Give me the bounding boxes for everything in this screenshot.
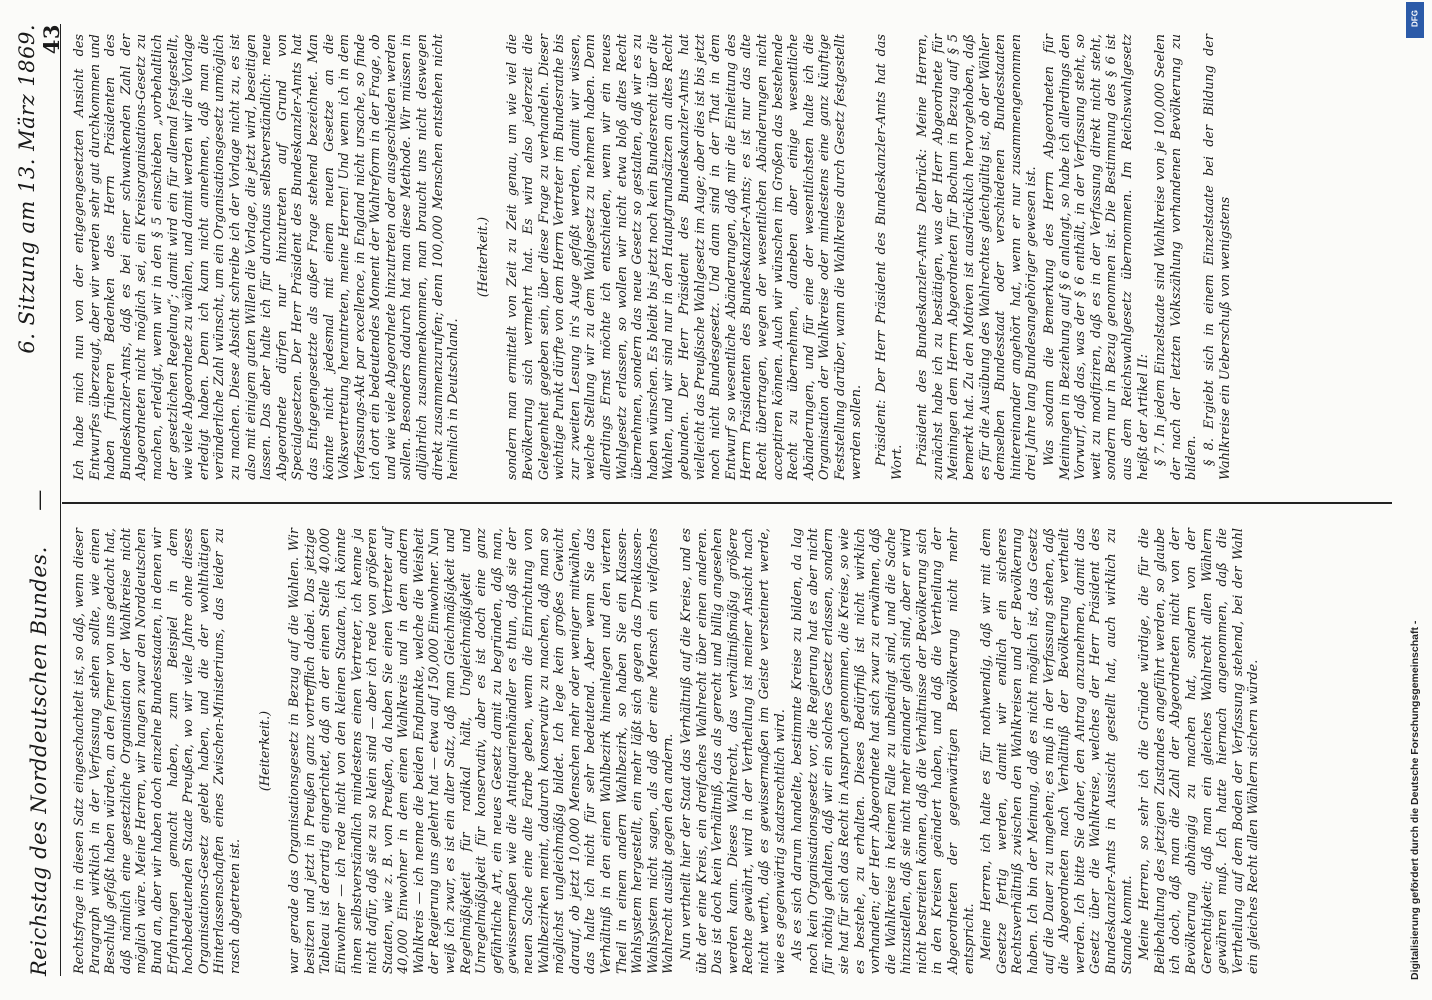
page-header xyxy=(14,24,64,976)
column-separator xyxy=(62,503,1392,505)
left-paragraph-5: Meine Herren, ich halte es für nothwendig, daß wir mit dem Gesetze fertig werden, damit wir endlich ein sicheres Rechtsverhältniß zwischen den Wahlkreisen und der Bevölkerung haben. Ich bin der Meinung, daß es nicht möglich ist, das Gesetz auf die Dauer zu umgehen; es muß in der Verfassung stehen, daß die Abgeordneten nach Verhältniß der Bevölkerung vertheilt werden. Ich bitte Sie daher, den Antrag anzunehmen, damit das Gesetz über die Wahlkreise, welches der Herr Präsident des Bundeskanzler-Amts in Aussicht gestellt hat, auch wirklich zu Stande kommt. xyxy=(979,528,1135,974)
left-paragraph-1: Rechtsfrage in diesen Satz eingeschachtelt ist, so daß, wenn dieser Paragraph wirklich in der Verfassung stehen sollte, wie einen Beschluß gefaßt haben würden, an den ferner von uns gedacht hat, daß nämlich eine gesetzliche Organisation der Wahlkreise nicht möglich wäre. Meine Herren, wir hangen zwar den Norddeutschen Bund an, aber wir haben doch einzelne Bundesstaaten, in denen wir Erfahrungen gemacht haben, zum Beispiel in dem hochbedeutenden Staate Preußen, wo wir viele Jahre ohne dieses Organisations-Gesetz gelebt haben, und die der wohlthätigen Hinterlassenschaften eines Zwischen-Ministeriums, das leider zu rasch abgetreten ist. xyxy=(72,528,243,974)
left-paragraph-4: Als es sich darum handelte, bestimmte Kreise zu bilden, da lag noch kein Organisationsgesetz vor, die Regierung hat es aber nicht für nöthig gehalten, daß wir ein solches Gesetz erlassen, sondern sie hat für sich das Recht in Anspruch genommen, die Kreise, so wie es bestehe, zu erhalten. Dieses Bedürfniß ist nicht wirklich vorhanden; der Herr Abgeordnete hat sich zwar zu erwähnen, daß die Wahlkreise in keinem Falle zu unbedingt sind, und die Sache hinzustellen, daß sie nicht mehr einander gleich sind, aber er wird nicht bestreiten können, daß die Verhältnisse der Bevölkerung sich in den Kreisen geändert haben, und daß die Vertheilung der Abgeordneten der gegenwärtigen Bevölkerung nicht mehr entspricht. xyxy=(790,528,977,974)
page-number: 43 xyxy=(38,24,64,55)
left-paragraph-3: Nun vertheilt hier der Staat das Verhältniß auf die Kreise, und es übt der eine Kreis, ein dreifaches Wahlrecht über einen anderen. Das ist doch kein Verhältniß, das als gerecht und billig angesehen werden kann. Dieses Wahlrecht, das verhältnißmäßig größere Rechte gewährt, wird in der Vertheilung ist meiner Ansicht nach nicht werth, daß es gewissermaßen im Geiste versteinert werde, wie es gegenwärtig staatsrechtlich wird. xyxy=(678,528,788,974)
funding-sidebar xyxy=(1404,40,1426,980)
left-column xyxy=(72,528,1264,974)
dfg-logo-text: DFG xyxy=(1410,10,1420,27)
interjection-laughter-2: (Heiterkeit.) xyxy=(475,216,491,298)
header-session-title xyxy=(15,24,64,475)
speaker-delbrueck: Präsident des Bundeskanzler-Amts Delbrück: Meine Herren, zunächst habe ich zu bestätigen, was der Herr Abgeordnete für Meiningen dem Herrn Abgeordneten für Bochum in Bezug auf § 5 bemerkt hat. Zu den Motiven ist ausdrücklich hervorgehoben, daß es für die Ausübung des Wahlrechtes gleichgültig ist, ob der Wähler demselben Bundesstaat oder verschiedenen Bundesstaaten hintereinander angehört hat, wenn er nur zusammengenommen drei Jahre lang Bundesangehöriger gewesen ist. xyxy=(915,34,1040,480)
header-dash: — xyxy=(27,489,51,511)
law-paragraph-7: § 7. In jedem Einzelstaate sind Wahlkreise von je 100,000 Seelen der nach der letzten Volkszählung vorhandenen Bevölkerung zu bilden. xyxy=(1153,34,1200,480)
header-right-title: 6. Sitzung am 13. März 1869. xyxy=(14,24,39,354)
speaker-president: Präsident: Der Herr Präsident des Bundeskanzler-Amts hat das Wort. xyxy=(874,34,905,480)
header-left-title: Reichstag des Norddeutschen Bundes. xyxy=(27,546,51,976)
right-paragraph-1: Ich habe mich nun von der entgegengesetzten Ansicht des Entwurfes überzeugt, aber wir werden sehr gut durchkommen und haben früheren Bedenken des Herrn Präsidenten des Bundeskanzler-Amts, daß es bei einer schwankenden Zahl der Abgeordneten nicht möglich sei, ein Kreisorganisations-Gesetz zu machen, erledigt, wenn wir in den § 5 einschieben „vorbehaltlich der gesetzlichen Regelung“; damit wird ein für allemal festgestellt, wie viele Abgeordnete zu wählen, und damit werden wir die Vorlage erledigt haben. Denn ich kann nicht annehmen, daß man die veränderliche Zahl wünscht, um ein Organisationsgesetz unmöglich zu machen. Diese Absicht schreibe ich der Vorlage nicht zu, es ist also mit einigem guten Willen die Vorlage, die jetzt wird, beseitigen lassen. Das aber halte ich für durchaus selbstverständlich: neue Abgeordnete dürfen nur hinzutreten auf Grund von Specialgesetzen. Der Herr Präsident des Bundeskanzler-Amts hat das Entgegengesetzte als außer Frage stehend bezeichnet. Man könnte nicht jedesmal mit einem neuen Gesetze an die Volksvertretung herantreten, meine Herren! Und wenn ich in dem Verfassungs-Akt par excellence, in England nicht ursache, so finde ich dort ein bedeutendes Moment der Wahlreform in der Frage, ob und wie viele Abgeordnete hinzutreten oder ausgeschieden werden sollen. Besonders dadurch hat man diese Methode. Wir müssen in alljährlich zusammenkommen, man braucht uns nicht deswegen direkt zusammenzurufen; denn 100,000 Menschen entstehen nicht heimlich in Deutschland. xyxy=(72,34,462,480)
right-paragraph-3: Was sodann die Bemerkung des Herrn Abgeordneten für Meiningen in Beziehung auf § 6 anlangt, so habe ich allerdings den Vorwurf, daß das, was der § 6 enthält, in der Verfassung steht, so weit zu modifiziren, daß es in der Verfassung direkt nicht steht, sondern nur in Bezug genommen ist. Die Bestimmung des § 6 ist aus dem Reichswahlgesetz übernommen. Im Reichswahlgesetz heißt der Artikel II: xyxy=(1042,34,1151,480)
left-paragraph-6: Meine Herren, so sehr ich die Gründe würdige, die für die Beibehaltung des jetzigen Zustandes angeführt werden, so glaube ich doch, daß man die Zahl der Abgeordneten nicht von der Bevölkerung abhängig zu machen hat, sondern von der Gerechtigkeit; daß man ein gleiches Wahlrecht allen Wählern gewähren muß. Ich hatte hiernach angenommen, daß die Vertheilung auf dem Boden der Verfassung stehend, bei der Wahl ein gleiches Recht allen Wählern sichern würde. xyxy=(1137,528,1262,974)
interjection-laughter-1: (Heiterkeit.) xyxy=(257,710,273,792)
law-paragraph-8: § 8. Ergiebt sich in einem Einzelstaate bei der Bildung der Wahlkreise ein Ueberschuß von wenigstens xyxy=(1201,34,1233,480)
right-column xyxy=(72,34,1235,480)
left-paragraph-2: war gerade das Organisationsgesetz in Bezug auf die Wahlen. Wir besitzen und jetzt in Preußen ganz vortrefflich dabei. Das jetzige Tableau ist derartig eingerichtet, daß an der einen Stelle 40,000 Einwohner — ich rede nicht von den kleinen Staaten, ich könnte ihnen selbstverständlich mindestens einen Vertreter, ich kenne ja nicht dafür, daß sie zu so klein sind — aber ich rede von größeren Staaten, wie z. B. von Preußen, da haben Sie einen Vertreter auf 40,000 Einwohner in dem einen Wahlkreis und in dem andern Wahlkreis — ich nenne die beiden Endpunkte, welche die Weisheit der Regierung uns gelehrt hat — etwa auf 150,000 Einwohner. Nun weiß ich zwar, es ist ein alter Satz, daß man Gleichmäßigkeit und Regelmäßigkeit für radikal hält, Ungleichmäßigkeit und Unregelmäßigkeit für konservativ, aber es ist doch eine ganz gefährliche Art, ein neues Gesetz damit zu begründen, daß man, gewissermaßen wie die Antiquarienhändler es thun, daß sie der neuen Sache eine alte Farbe geben, wenn die Einrichtung von Wahlbezirken meint, dadurch konservativ zu machen, daß man so möglichst ungleichmäßig bildet. Ich lege kein großes Gewicht darauf, ob jetzt 10,000 Menschen mehr oder weniger mitwählen, das halte ich nicht für sehr bedeutend. Aber wenn Sie das Verhältniß in den einen Wahlbezirk hineinlegen und den vierten Theil in einem andern Wahlbezirk, so haben Sie ein Klassen-Wahlsystem hergestellt, ein mehr läßt sich gegen das Dreiklassen-Wahlsystem nicht sagen, als daß der eine Mensch ein vielfaches Wahlrecht ausübt gegen den andern. xyxy=(287,528,677,974)
dfg-logo xyxy=(1406,2,1424,38)
funding-notice-text: Digitalisierung gefördert durch die Deutsche Forschungsgemeinschaft - xyxy=(1409,620,1421,980)
right-paragraph-2: sondern man ermittelt von Zeit zu Zeit genau, um wie viel die Bevölkerung sich vermehrt hat. Es wird also jederzeit die Gelegenheit gegeben sein, über diese Frage zu verhandeln. Dieser wichtige Punkt dürfte von dem Herrn Vertreter im Bundesrathe bis zur zweiten Lesung in's Auge gefaßt werden, damit wir wissen, welche Stellung wir zu dem Wahlgesetz zu nehmen haben. Denn allerdings Ernst möchte ich entschieden, wenn wir ein neues Wahlgesetz erlassen, so wollen wir nicht etwa bloß altes Recht übernehmen, sondern das neue Gesetz so gestalten, daß wir es zu haben wünschen. Es bleibt bis jetzt noch kein Bundesrecht über die Wahlen, und wir sind nur in den Hauptgrundsätzen an altes Recht gebunden. Der Herr Präsident des Bundeskanzler-Amts hat vielleicht das Preußische Wahlgesetz im Auge; aber dies ist bis jetzt noch nicht Bundesgesetz. Und dann sind in der That in dem Entwurf so wesentliche Abänderungen, daß mir die Einleitung des Herrn Präsidenten des Bundeskanzler-Amts; es ist nur das alte Recht übertragen, wegen der wesentlichen Abänderungen nicht acceptiren können. Auch wir wünschen im Großen das bestehende Recht zu übernehmen, daneben aber einige wesentliche Abänderungen, und für eine der wesentlichsten halte ich die Organisation der Wahlkreise oder mindestens eine ganz künftige Feststellung darüber, wann die Wahlkreise durch Gesetz festgestellt werden sollen. xyxy=(505,34,864,480)
